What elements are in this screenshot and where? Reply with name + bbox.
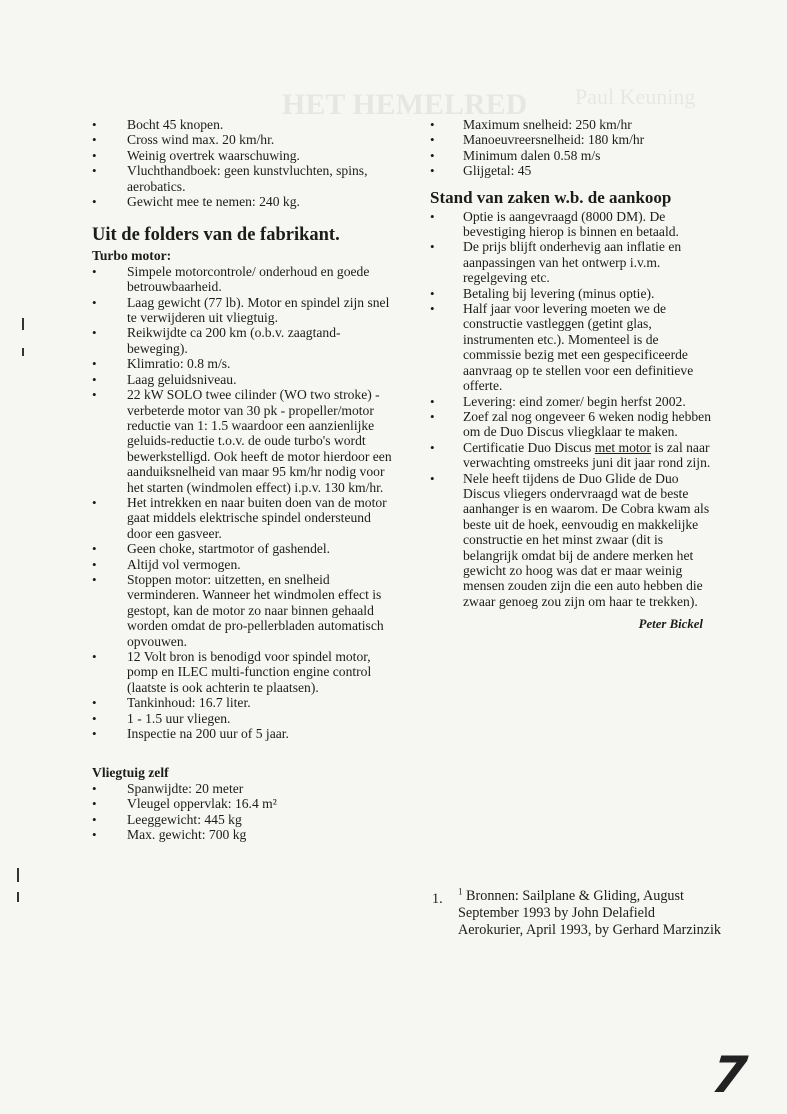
list-item: • Leeggewicht: 445 kg (92, 812, 392, 827)
list-item: • Manoeuvreersnelheid: 180 km/hr (430, 132, 715, 147)
list-item-certificatie (430, 440, 715, 471)
folders-heading: Uit de folders van de fabrikant. (92, 225, 340, 246)
list-item: • 1 - 1.5 uur vliegen. (92, 711, 392, 726)
cert-text-before: Certificatie Duo Discus (463, 439, 595, 455)
list-item: • Laag geluidsniveau. (92, 372, 392, 387)
list-item: • Zoef zal nog ongeveer 6 weken nodig hebben om de Duo Discus vliegklaar te maken. (430, 409, 715, 440)
list-item: • Weinig overtrek waarschuwing. (92, 148, 392, 163)
bleed-through-title: HET HEMELRED (282, 88, 528, 121)
margin-mark (17, 892, 19, 902)
signature: Peter Bickel (638, 617, 703, 632)
cert-underlined: met motor (594, 439, 652, 455)
margin-mark (22, 318, 24, 330)
reference-number: 1. (432, 891, 443, 907)
list-item: • Maximum snelheid: 250 km/hr (430, 117, 715, 132)
reference-list (432, 888, 722, 939)
list-item: • Inspectie na 200 uur of 5 jaar. (92, 726, 392, 741)
vliegtuig-heading: Vliegtuig zelf (92, 765, 169, 781)
right-top-list (430, 117, 715, 179)
turbo-list (92, 264, 392, 742)
list-item: • De prijs blijft onderhevig aan inflatie en aanpassingen van het ontwerp i.v.m. regelgeving etc. (430, 239, 715, 285)
list-item: • Klimratio: 0.8 m/s. (92, 356, 392, 371)
list-item: • Bocht 45 knopen. (92, 117, 392, 132)
list-item: • Optie is aangevraagd (8000 DM). De bevestiging hierop is binnen en betaald. (430, 209, 715, 240)
list-item: • Max. gewicht: 700 kg (92, 827, 392, 842)
list-item: • Altijd vol vermogen. (92, 557, 392, 572)
list-item: • Nele heeft tijdens de Duo Glide de Duo Discus vliegers ondervraagd wat de beste aanhanger is en waarom. De Cobra kwam als beste uit de hoek, eenvoudig en makkelijke constructie en het minst zwaar (dit is belangrijk omdat bij de andere merken het gewicht zo hoog was dat er maar weinig mensen zouden zijn die een auto hebben die zwaar genoeg zou zijn om haar te trekken). (430, 471, 715, 610)
vliegtuig-list (92, 781, 392, 843)
list-item: • Vleugel oppervlak: 16.4 m² (92, 796, 392, 811)
list-item: • 12 Volt bron is benodigd voor spindel motor, pomp en ILEC multi-function engine control (laatste is ook achterin te plaatsen). (92, 649, 392, 695)
list-item: • Betaling bij levering (minus optie). (430, 286, 715, 301)
cert-text-after: is zal naar verwachting omstreeks juni dit jaar rond zijn. (463, 439, 711, 471)
reference-item (432, 888, 722, 939)
status-list (430, 209, 715, 610)
list-item: • Vluchthandboek: geen kunstvluchten, spins, aerobatics. (92, 163, 392, 194)
reference-superscript: 1 (458, 886, 463, 897)
left-column (92, 117, 392, 842)
list-item: • Reikwijdte ca 200 km (o.b.v. zaagtand-beweging). (92, 325, 392, 356)
list-item: • Glijgetal: 45 (430, 163, 715, 178)
list-item: • Het intrekken en naar buiten doen van de motor gaat middels elektrische spindel ondersteund door een gasveer. (92, 495, 392, 541)
list-item: • 22 kW SOLO twee cilinder (WO two stroke) - verbeterde motor van 30 pk - propeller/motor reductie van 1: 1.5 waardoor een aanzienlijke geluids-reductie t.o.v. de oude turbo's wordt bewerkstelligd. Ook heeft de motor hierdoor een aanduiksnelheid van maar 95 km/hr nodig voor het starten (windmolen effect) i.p.v. 130 km/hr. (92, 387, 392, 495)
list-item: • Stoppen motor: uitzetten, en snelheid verminderen. Wanneer het windmolen effect is gestopt, kan de motor zo naar binnen gehaald worden omdat de pro-pellerbladen automatisch opvouwen. (92, 572, 392, 649)
page-number: 7 (708, 1046, 750, 1104)
bleed-through-author: Paul Keuning (575, 84, 696, 109)
margin-mark (22, 348, 24, 356)
list-item: • Geen choke, startmotor of gashendel. (92, 541, 392, 556)
list-item: • Gewicht mee te nemen: 240 kg. (92, 194, 392, 209)
list-item: • Spanwijdte: 20 meter (92, 781, 392, 796)
right-column (430, 117, 715, 633)
list-item: • Simpele motorcontrole/ onderhoud en goede betrouwbaarheid. (92, 264, 392, 295)
status-heading: Stand van zaken w.b. de aankoop (430, 187, 672, 207)
list-item: • Laag gewicht (77 lb). Motor en spindel zijn snel te verwijderen uit vliegtuig. (92, 295, 392, 326)
list-item: • Tankinhoud: 16.7 liter. (92, 695, 392, 710)
turbo-heading: Turbo motor: (92, 248, 172, 264)
list-item: • Half jaar voor levering moeten we de constructie vastleggen (getint glas, instrumenten etc.). Momenteel is de commissie bezig met een gespecificeerde aanvraag op te stellen voor een definitieve offerte. (430, 301, 715, 393)
margin-mark (17, 868, 19, 882)
list-item: • Cross wind max. 20 km/hr. (92, 132, 392, 147)
list-item: • Levering: eind zomer/ begin herfst 2002. (430, 394, 715, 409)
left-top-list (92, 117, 392, 209)
list-item: • Minimum dalen 0.58 m/s (430, 148, 715, 163)
reference-text: Bronnen: Sailplane & Gliding, August September 1993 by John Delafield Aerokurier, April 1993, by Gerhard Marzinzik (458, 888, 722, 938)
